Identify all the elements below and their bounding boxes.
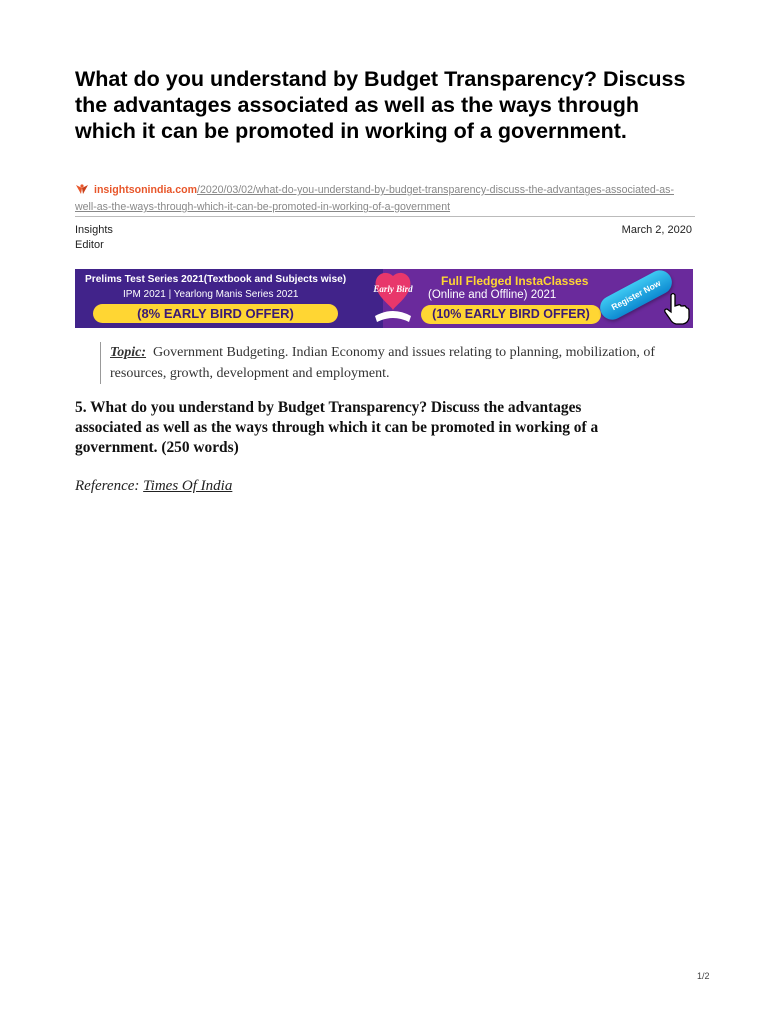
banner-right-subline: (Online and Offline) 2021 (428, 289, 557, 301)
author-role: Editor (75, 239, 104, 251)
page-title: What do you understand by Budget Transparency? Discuss the advantages associated as well as the ways through which it can be promoted in working of a government. (75, 67, 686, 143)
pointer-hand-icon (661, 291, 691, 328)
topic-box (100, 342, 680, 384)
banner-left-headline: Prelims Test Series 2021(Textbook and Subjects wise) (85, 274, 347, 285)
reference-link[interactable]: Times Of India (143, 478, 233, 494)
banner-right-panel (383, 269, 693, 328)
source-domain[interactable]: insightsonindia.com (94, 184, 197, 196)
topic-text: Government Budgeting. Indian Economy and issues relating to planning, mobilization, of resources, growth, development and employment. (110, 345, 656, 381)
banner-left-offer: (8% EARLY BIRD OFFER) (93, 304, 338, 323)
reference-label: Reference: (75, 478, 140, 494)
banner-left-subline: IPM 2021 | Yearlong Manis Series 2021 (123, 289, 299, 300)
badge-text: Early Bird (373, 284, 413, 294)
page-number: 1/2 (697, 971, 710, 981)
source-url[interactable] (75, 183, 695, 217)
author-name: Insights (75, 224, 113, 236)
early-bird-badge (363, 270, 423, 327)
banner-right-offer: (10% EARLY BIRD OFFER) (421, 305, 601, 324)
reference (75, 476, 232, 496)
author (75, 223, 113, 253)
promo-banner[interactable] (75, 269, 693, 328)
banner-right-headline: Full Fledged InstaClasses (441, 274, 589, 288)
register-now-button[interactable]: Register Now (596, 269, 676, 324)
question-text: 5. What do you understand by Budget Transparency? Discuss the advantages associated as well as the ways through which it can be promoted in working of a government. (250 words) (75, 399, 599, 456)
topic-label: Topic: (110, 345, 147, 360)
insights-logo-icon (75, 184, 89, 200)
banner-left-panel (75, 269, 383, 328)
publish-date: March 2, 2020 (621, 224, 692, 236)
source-path[interactable]: /2020/03/02/what-do-you-understand-by-budget-transparency-discuss-the-advantages-associated-as-well-as-the-ways-through-which-it-can-be-promoted-in-working-of-a-government (75, 184, 674, 213)
